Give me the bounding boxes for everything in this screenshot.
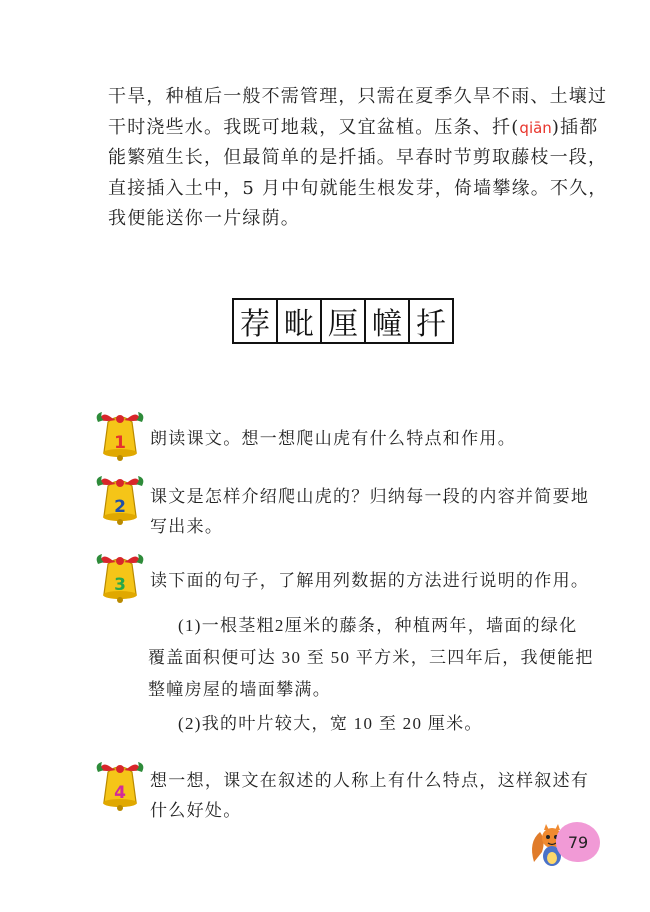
passage-line-part: 干时浇些水。我既可地栽，又宜盆植。压条、扦( [108,116,520,138]
passage-line: 我便能送你一片绿荫。 [108,208,300,229]
pinyin-annotation: qiān [519,118,552,137]
new-characters-box [232,298,454,344]
passage-line-part: )插都 [551,116,599,138]
passage-line: 干旱，种植后一般不需管理，只需在夏季久旱不雨、土壤过 [108,86,608,107]
passage-line [108,113,599,144]
question-number: 1 [114,433,126,453]
page-number: 79 [556,822,600,862]
example-line: 整幢房屋的墙面攀满。 [148,680,331,699]
example-line: 覆盖面积便可达 30 至 50 平方米，三四年后，我便能把 [148,648,594,667]
question-number: 3 [114,575,126,595]
example-line: (1)一根茎粗2厘米的藤条，种植两年，墙面的绿化 [178,616,578,635]
question-number: 4 [114,783,126,803]
passage-text [108,82,608,235]
new-character: 荐 [234,300,278,342]
bell-icon [94,408,146,464]
new-character: 厘 [322,300,366,342]
passage-line: 能繁殖生长，但最简单的是扦插。早春时节剪取藤枝一段， [108,147,608,168]
bell-icon [94,550,146,606]
question-text: 读下面的句子，了解用列数据的方法进行说明的作用。 [150,571,590,590]
question-number: 2 [114,497,126,517]
example-line: (2)我的叶片较大，宽 10 至 20 厘米。 [178,714,483,733]
new-character: 扦 [416,307,446,342]
example-sentence-1 [178,610,578,642]
example-sentence-2 [178,708,483,740]
question-text: 朗读课文。想一想爬山虎有什么特点和作用。 [150,429,516,448]
new-character: 幢 [366,300,410,342]
question-text: 想一想，课文在叙述的人称上有什么特点，这样叙述有什么好处。 [150,771,590,820]
example-sentence-1-cont [148,642,594,706]
question-text: 课文是怎样介绍爬山虎的？归纳每一段的内容并简要地写出来。 [150,487,590,536]
bell-icon [94,758,146,814]
new-character: 毗 [278,300,322,342]
passage-line: 直接插入土中，5 月中旬就能生根发芽，倚墙攀缘。不久， [108,177,608,199]
bell-icon [94,472,146,528]
